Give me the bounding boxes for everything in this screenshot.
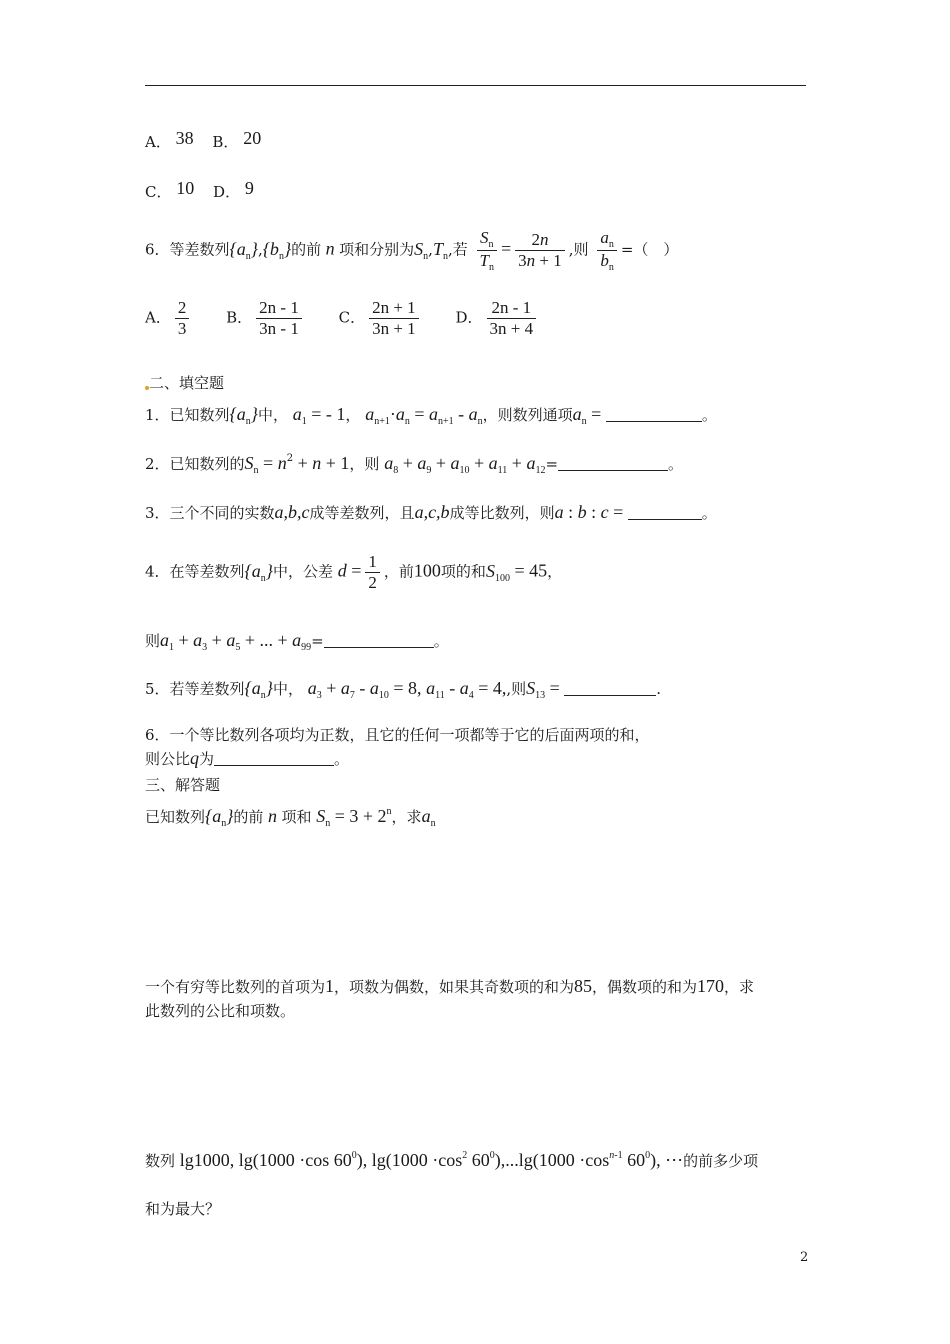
q5-options-row1: A． 38 B． 20 [145, 128, 262, 151]
fill-6-line2: 则公比q为 。 [145, 748, 350, 768]
fraction-sn-tn: $\frac{S_n}{T_n}$ [477, 228, 497, 273]
fill-3: 3．三个不同的实数a,b,c成等差数列，且a,c,b成等比数列，则a : b : c = 。 [145, 502, 717, 522]
fill-2: 2．已知数列的$S_n = n^2 + n + 1$，则 $a_8 + a_9 + a_{10} + a_{11} + a_{12}=$ 。 [145, 453, 684, 476]
solve-2-line2: 此数列的公比和项数。 [145, 1002, 296, 1020]
q6-stem: 6．等差数列$\{a_n\},\{b_n\}$的前 n 项和分别为$S_n,T_n$,若 $\frac{S_n}{T_n}$ = $\frac{2n}{3n + 1}$ ,则 $\frac{a_n}{b_n}$ =（ ） [145, 228, 679, 273]
solve-3: 数列 lg1000, lg(1000 ·cos $60^0$), $\lg(1000 \cdot\cos^2$ $60^0),...\lg(1000 \cdot\cos^{n-1}$ $60^0$), ⋯的前多少项 [145, 1150, 759, 1170]
q5-options-row2: C． 10 D． 9 [145, 178, 254, 201]
fill-4: 4．在等差数列$\{a_n\}$中，公差 d = $\frac{1}{2}$ ，前100项的和$S_{100} = 45$， [145, 552, 563, 592]
solve-2-line1: 一个有穷等比数列的首项为1，项数为偶数，如果其奇数项的和为85，偶数项的和为170，求 [145, 976, 755, 996]
fill-5: 5．若等差数列$\{a_n\}$中， $a_3 + a_7 - a_{10} = 8$, $a_{11} - a_4 = 4$,,则$S_{13}$ = . [145, 678, 662, 701]
section3-title: 三、解答题 [145, 776, 221, 794]
fill-6-line1: 6．一个等比数列各项均为正数，且它的任何一项都等于它的后面两项的和， [145, 726, 650, 744]
fraction-2n-3n1: $\frac{2n}{3n + 1}$ [515, 230, 565, 271]
solve-3-line2: 和为最大？ [145, 1200, 221, 1218]
fill-1: 1．已知数列$\{a_n\}$中， $a_1$ = - 1， $a_{n+1}\cdot a_n = a_{n+1} - a_n$，则数列通项$a_n$ = 。 [145, 404, 717, 427]
page-number: 2 [800, 1250, 809, 1265]
q6-options: A． $\frac{2}{3}$ B． $\frac{2n - 1}{3n - 1}$ C． $\frac{2n + 1}{3n + 1}$ D． $\frac{2n - 1}{3n + 4}$ [145, 298, 540, 339]
fill-4-cont: 则$a_1 + a_3 + a_5$ + ... + $a_{99}=$ 。 [145, 630, 449, 653]
solve-1: 已知数列$\{a_n\}$的前 n 项和 $S_n = 3 + 2^n$，求$a_n$ [145, 806, 436, 829]
section2-title: 二、填空题 [145, 372, 224, 393]
fraction-an-bn: $\frac{a_n}{b_n}$ [597, 228, 617, 273]
header-rule [145, 85, 806, 86]
